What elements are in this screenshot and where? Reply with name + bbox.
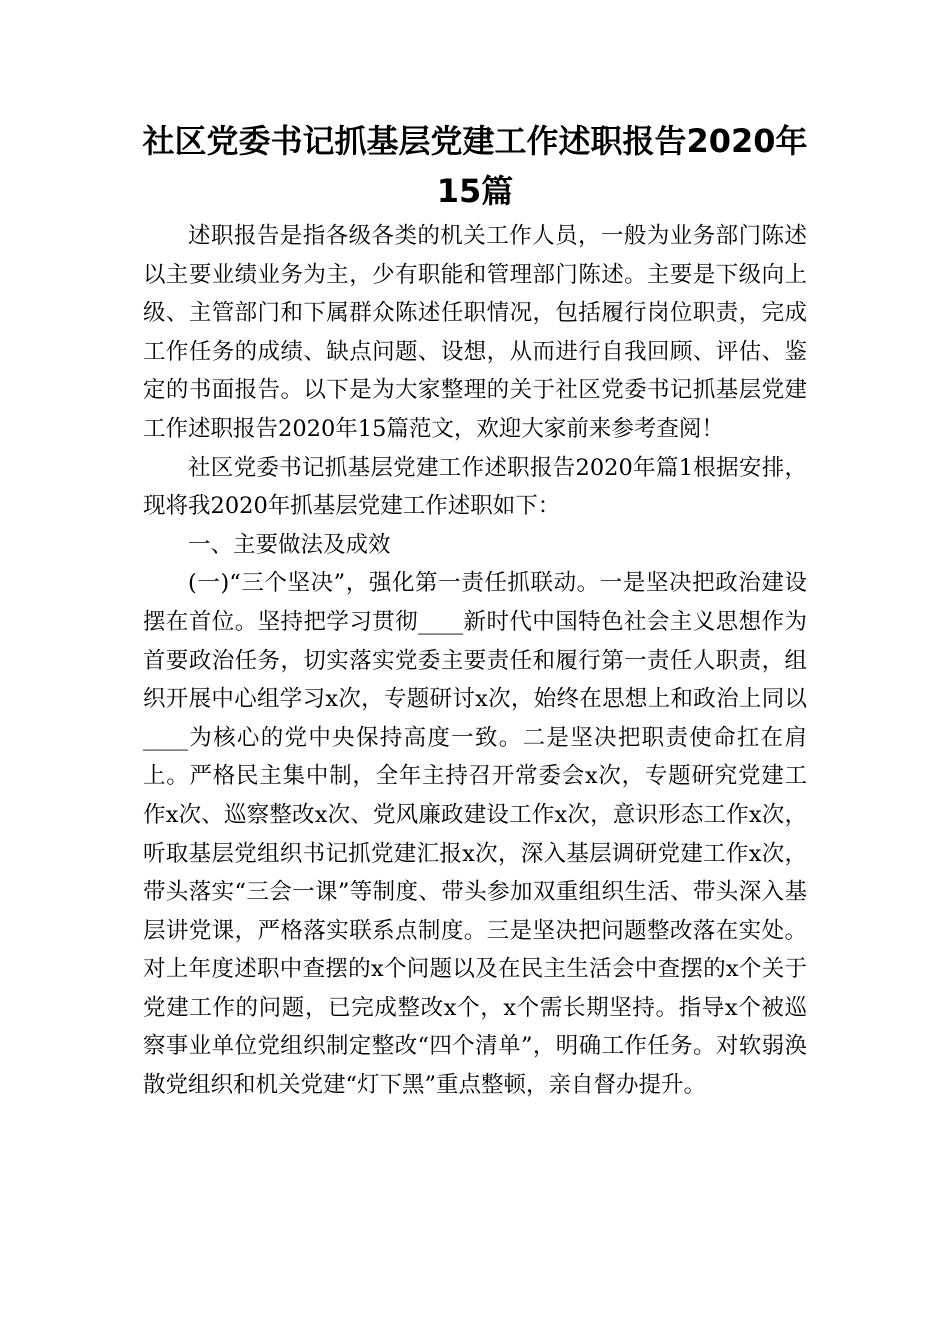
report-opening-paragraph: 社区党委书记抓基层党建工作述职报告2020年篇1根据安排，现将我2020年抓基层党建工作述职如下： xyxy=(143,454,807,520)
intro-paragraph: 述职报告是指各级各类的机关工作人员，一般为业务部门陈述以主要业绩业务为主，少有职能和管理部门陈述。主要是下级向上级、主管部门和下属群众陈述任职情况，包括履行岗位职责，完成工作任务的成绩、缺点问题、设想，从而进行自我回顾、评估、鉴定的书面报告。以下是为大家整理的关于社区党委书记抓基层党建工作述职报告2020年15篇范文，欢迎大家前来参考查阅！ xyxy=(143,223,807,442)
document-title: 社区党委书记抓基层党建工作述职报告2020年15篇 xyxy=(142,122,808,210)
section-heading: 一、主要做法及成效 xyxy=(188,531,391,558)
document-body xyxy=(143,217,807,1105)
section-paragraph: (一)“三个坚决”，强化第一责任抓联动。一是坚决把政治建设摆在首位。坚持把学习贯彻____新时代中国特色社会主义思想作为首要政治任务，切实落实党委主要责任和履行第一责任人职责，组织开展中心组学习x次，专题研讨x次，始终在思想上和政治上同以____为核心的党中央保持高度一致。二是坚决把职责使命扛在肩上。严格民主集中制，全年主持召开常委会x次，专题研究党建工作x次、巡察整改x次、党风廉政建设工作x次，意识形态工作x次，听取基层党组织书记抓党建汇报x次，深入基层调研党建工作x次，带头落实“三会一课”等制度、带头参加双重组织生活、带头深入基层讲党课，严格落实联系点制度。三是坚决把问题整改落在实处。对上年度述职中查摆的x个问题以及在民主生活会中查摆的x个关于党建工作的问题，已完成整改x个，x个需长期坚持。指导x个被巡察事业单位党组织制定整改“四个清单”，明确工作任务。对软弱涣散党组织和机关党建“灯下黑”重点整顿，亲自督办提升。 xyxy=(143,570,807,1099)
